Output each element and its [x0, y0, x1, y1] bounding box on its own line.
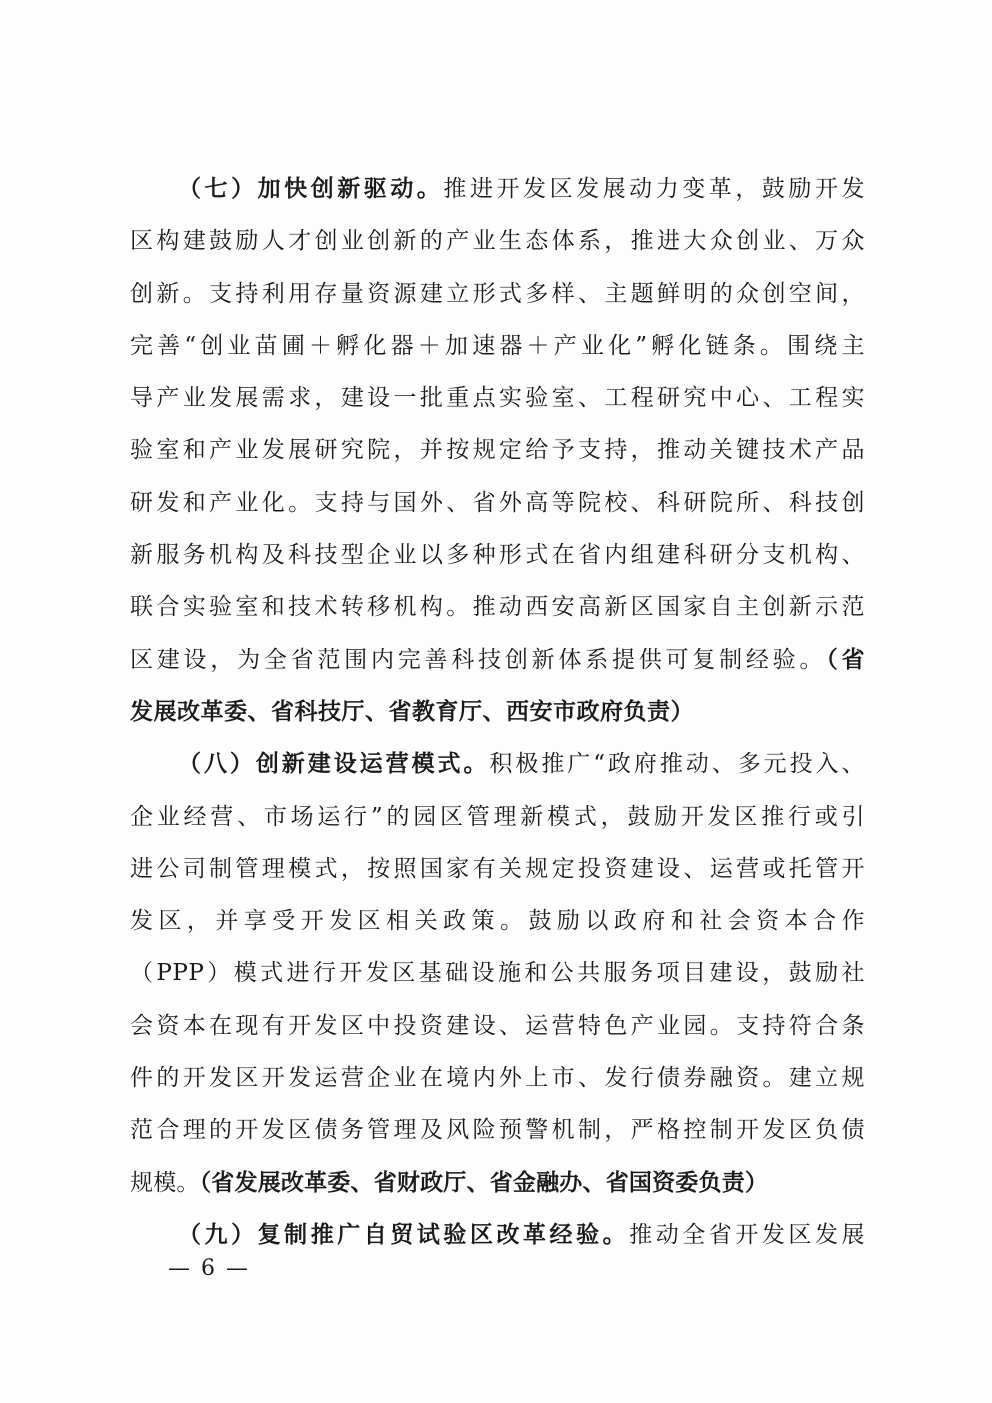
paragraph-line — [130, 372, 865, 424]
paragraph-line — [130, 634, 865, 686]
line-text: 创新。支持利用存量资源建立形式多样、主题鲜明的众创空间， — [130, 280, 865, 307]
line-text: 区建设，为全省范围内完善科技创新体系提供可复制经验。 — [130, 646, 827, 673]
line-text: 联合实验室和技术转移机构。推动西安高新区国家自主创新示范 — [130, 594, 865, 621]
line-text: 企业经营、市场运行”的园区管理新模式，鼓励开发区推行或引 — [130, 803, 865, 830]
line-text: 推进开发区发展动力变革，鼓励开发 — [443, 176, 866, 202]
paragraph-line — [130, 424, 865, 476]
paragraph-line — [130, 1157, 865, 1209]
line-text: 范合理的开发区债务管理及风险预警机制，严格控制开发区负债 — [130, 1117, 865, 1144]
paragraph-line — [130, 947, 865, 999]
section-heading: （九）复制推广自贸试验区改革经验。 — [178, 1221, 630, 1248]
paragraph-line — [130, 686, 865, 738]
line-text: 进公司制管理模式，按照国家有关规定投资建设、运营或托管开 — [130, 855, 865, 882]
section-heading: （八）创新建设运营模式。 — [178, 751, 490, 778]
paragraph-line — [130, 1052, 865, 1104]
paragraph-line — [130, 163, 865, 215]
line-text: 规模。 — [130, 1169, 200, 1196]
paragraph-line — [130, 268, 865, 320]
line-text: 发区，并享受开发区相关政策。鼓励以政府和社会资本合作 — [130, 908, 865, 935]
responsible-parties: 发展改革委、省科技厅、省教育厅、西安市政府负责） — [130, 698, 694, 725]
paragraph-line — [130, 738, 865, 790]
line-text: 导产业发展需求，建设一批重点实验室、工程研究中心、工程实 — [130, 385, 865, 412]
responsible-parties: （省 — [826, 646, 866, 673]
paragraph-line — [130, 581, 865, 633]
paragraph-line — [130, 843, 865, 895]
paragraph-line — [130, 529, 865, 581]
line-text: （PPP）模式进行开发区基础设施和公共服务项目建设，鼓励社 — [130, 960, 865, 987]
page-number: — 6 — — [168, 1256, 250, 1281]
paragraph-line — [130, 477, 865, 529]
line-text: 新服务机构及科技型企业以多种形式在省内组建科研分支机构、 — [130, 542, 865, 569]
paragraph-line — [130, 1209, 865, 1261]
paragraph-line — [130, 215, 865, 267]
body-text — [130, 163, 865, 1261]
section-heading: （七）加快创新驱动。 — [178, 176, 444, 202]
line-text: 件的开发区开发运营企业在境内外上市、发行债券融资。建立规 — [130, 1065, 865, 1092]
line-text: 研发和产业化。支持与国外、省外高等院校、科研院所、科技创 — [130, 489, 865, 516]
responsible-parties: （省发展改革委、省财政厅、省金融办、省国资委负责） — [199, 1169, 769, 1196]
paragraph-line — [130, 320, 865, 372]
line-text: 会资本在现有开发区中投资建设、运营特色产业园。支持符合条 — [130, 1012, 865, 1039]
line-text: 区构建鼓励人才创业创新的产业生态体系，推进大众创业、万众 — [130, 228, 865, 255]
paragraph-line — [130, 1104, 865, 1156]
paragraph-line — [130, 791, 865, 843]
paragraph-line — [130, 895, 865, 947]
paragraph-line — [130, 1000, 865, 1052]
line-text: 推动全省开发区发展 — [629, 1221, 866, 1248]
line-text: 验室和产业发展研究院，并按规定给予支持，推动关键技术产品 — [130, 437, 865, 464]
line-text: 积极推广“政府推动、多元投入、 — [489, 751, 865, 778]
line-text: 完善“创业苗圃＋孵化器＋加速器＋产业化”孵化链条。围绕主 — [130, 332, 865, 359]
